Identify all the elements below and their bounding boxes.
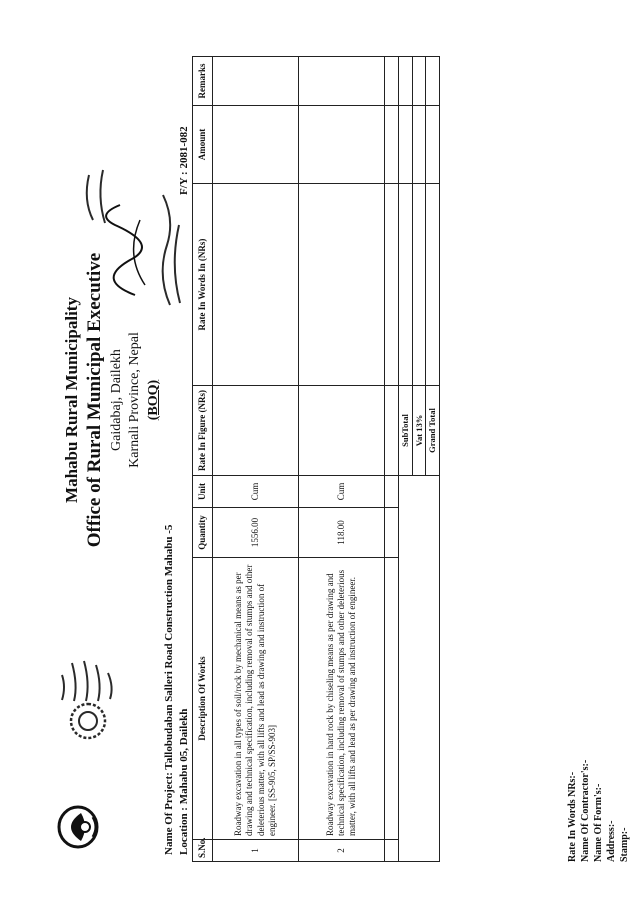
col-header-sno: S.No. (193, 840, 213, 862)
vat-row (412, 57, 426, 862)
municipality-title: Mahabu Rural Municipality (62, 297, 81, 503)
table-row (299, 57, 385, 862)
cell-rate-words[interactable] (213, 184, 299, 386)
nepal-emblem-icon (55, 804, 101, 850)
col-header-amount: Amount (193, 106, 213, 184)
col-header-remarks: Remarks (193, 57, 213, 106)
table-row (213, 57, 299, 862)
col-header-description: Description Of Works (193, 558, 213, 840)
project-location: Location : Mahabu 05, Dailekh (178, 708, 190, 855)
cell-unit: Cum (213, 476, 299, 508)
address-field: Address:- (606, 820, 617, 862)
fiscal-year: F/Y : 2081-082 (178, 126, 190, 195)
subtotal-amount[interactable] (399, 106, 413, 184)
vat-amount[interactable] (412, 106, 426, 184)
cell-quantity: 1556.00 (213, 508, 299, 558)
cell-sno: 2 (299, 840, 385, 862)
col-header-rate-figure: Rate In Figure (NRs) (193, 386, 213, 476)
cell-unit: Cum (299, 476, 385, 508)
address-line-1: Gaidabaj, Dailekh (109, 349, 124, 451)
office-seal-icon (48, 655, 128, 745)
cell-quantity: 118.00 (299, 508, 385, 558)
col-header-unit: Unit (193, 476, 213, 508)
cell-rate-figure[interactable] (213, 386, 299, 476)
rate-in-words-field: Rate In Words NRs:- (567, 771, 578, 862)
col-header-quantity: Quantity (193, 508, 213, 558)
cell-sno: 1 (213, 840, 299, 862)
grand-total-amount[interactable] (426, 106, 440, 184)
grand-total-label: Grand Total (426, 386, 440, 476)
address-line-2: Karnali Province, Nepal (127, 332, 142, 468)
firm-name-field: Name Of Form's:- (593, 783, 604, 862)
project-name: Name Of Project: Tallobudaban Salleri Road Construction Mahabu -5 (163, 524, 175, 855)
stamp-field: Stamp:- (619, 827, 630, 862)
subtotal-row (399, 57, 413, 862)
cell-description: Roadway excavation in all types of soil/rock by mechanical means as per drawing and technical specification, including removal of stumps and other deleterious matter, with all lifts and lead as drawing and instruction of engineer. [SS-905, SP/SS-903] (213, 558, 299, 840)
document-type: (BOQ) (146, 379, 161, 421)
office-title: Office of Rural Municipal Executive (84, 252, 105, 548)
blank-row (385, 57, 399, 862)
subtotal-label: SubTotal (399, 386, 413, 476)
cell-amount[interactable] (299, 106, 385, 184)
boq-table (192, 56, 440, 862)
cell-rate-figure[interactable] (299, 386, 385, 476)
cell-amount[interactable] (213, 106, 299, 184)
col-header-rate-words: Rate In Words In (NRs) (193, 184, 213, 386)
cell-remarks[interactable] (299, 57, 385, 106)
cell-remarks[interactable] (213, 57, 299, 106)
cell-rate-words[interactable] (299, 184, 385, 386)
vat-label: Vat 13% (412, 386, 426, 476)
cell-description: Roadway excavation in hard rock by chiseling means as per drawing and technical specification, including removal of stumps and other deleterious matter, with all lifts and lead as per drawing and instruction of engineer. (299, 558, 385, 840)
contractor-name-field: Name Of Contractor's:- (580, 759, 591, 862)
table-header-row (193, 57, 213, 862)
grand-total-row (426, 57, 440, 862)
